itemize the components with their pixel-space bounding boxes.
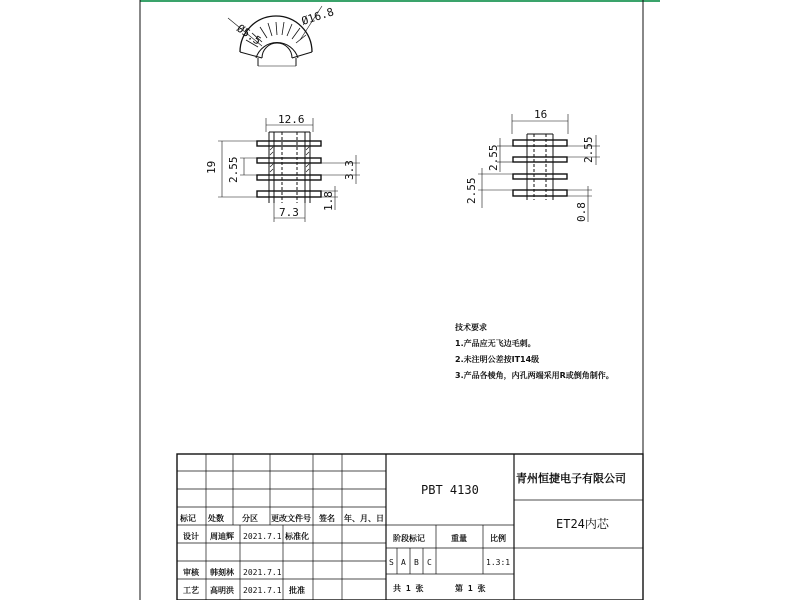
stage-label: 阶段标记 — [393, 534, 425, 543]
dim-left-width: 12.6 — [278, 113, 305, 126]
review-name: 韩刻林 — [210, 568, 234, 577]
dim-right-2-55-top: 2.55 — [582, 136, 595, 163]
dim-right-2-55-low: 2.55 — [465, 177, 478, 204]
note-item-2: 2.未注明公差按IT14级 — [455, 355, 540, 364]
company-name: 青州恒捷电子有限公司 — [516, 472, 626, 485]
weight-label: 重量 — [451, 534, 467, 543]
dim-arc-large: Ø16.8 — [299, 5, 336, 28]
process-name: 高明洪 — [210, 586, 234, 595]
header-count: 处数 — [208, 514, 224, 523]
design-label: 设计 — [183, 532, 199, 541]
part-name: ET24内芯 — [556, 517, 609, 531]
header-signature: 签名 — [319, 514, 335, 523]
header-mark: 标记 — [180, 514, 196, 523]
process-label: 工艺 — [183, 586, 199, 595]
dim-left-3-3: 3.3 — [343, 160, 356, 180]
dim-right-0-8: 0.8 — [575, 202, 588, 222]
stage-c: C — [427, 558, 432, 567]
notes-heading: 技术要求 — [455, 323, 487, 332]
sheet-total: 共 1 张 — [393, 584, 424, 593]
approve-label: 批准 — [289, 586, 305, 595]
dim-arc-small: Ø5.5 — [234, 21, 264, 48]
review-date: 2021.7.1 — [243, 568, 282, 577]
dim-left-bottom: 7.3 — [279, 206, 299, 219]
header-change-doc: 更改文件号 — [271, 514, 311, 523]
part-number: PBT 4130 — [421, 483, 479, 497]
dim-left-1-8: 1.8 — [322, 191, 335, 211]
standardize-label: 标准化 — [285, 532, 309, 541]
scale-value: 1.3:1 — [486, 558, 511, 567]
stage-a: A — [401, 558, 406, 567]
design-date: 2021.7.1 — [243, 532, 282, 541]
technical-requirements — [455, 320, 614, 384]
sheet-number: 第 1 张 — [455, 584, 486, 593]
header-zone: 分区 — [242, 514, 258, 523]
dim-right-2-55-mid: 2.55 — [487, 144, 500, 171]
stage-s: S — [389, 558, 394, 567]
review-label: 审核 — [183, 568, 199, 577]
dim-left-pitch: 2.55 — [227, 156, 240, 183]
note-item-3: 3.产品各棱角，内孔两端采用R或倒角制作。 — [455, 371, 614, 380]
stage-b: B — [414, 558, 419, 567]
header-date: 年、月、日 — [344, 514, 384, 523]
scale-label: 比例 — [490, 534, 506, 543]
dim-right-width: 16 — [534, 108, 548, 121]
title-block-text — [179, 471, 626, 595]
design-name: 周迪辉 — [210, 532, 234, 541]
note-item-1: 1.产品应无飞边毛刺。 — [455, 339, 536, 348]
dim-left-height: 19 — [205, 160, 218, 174]
process-date: 2021.7.1 — [243, 586, 282, 595]
